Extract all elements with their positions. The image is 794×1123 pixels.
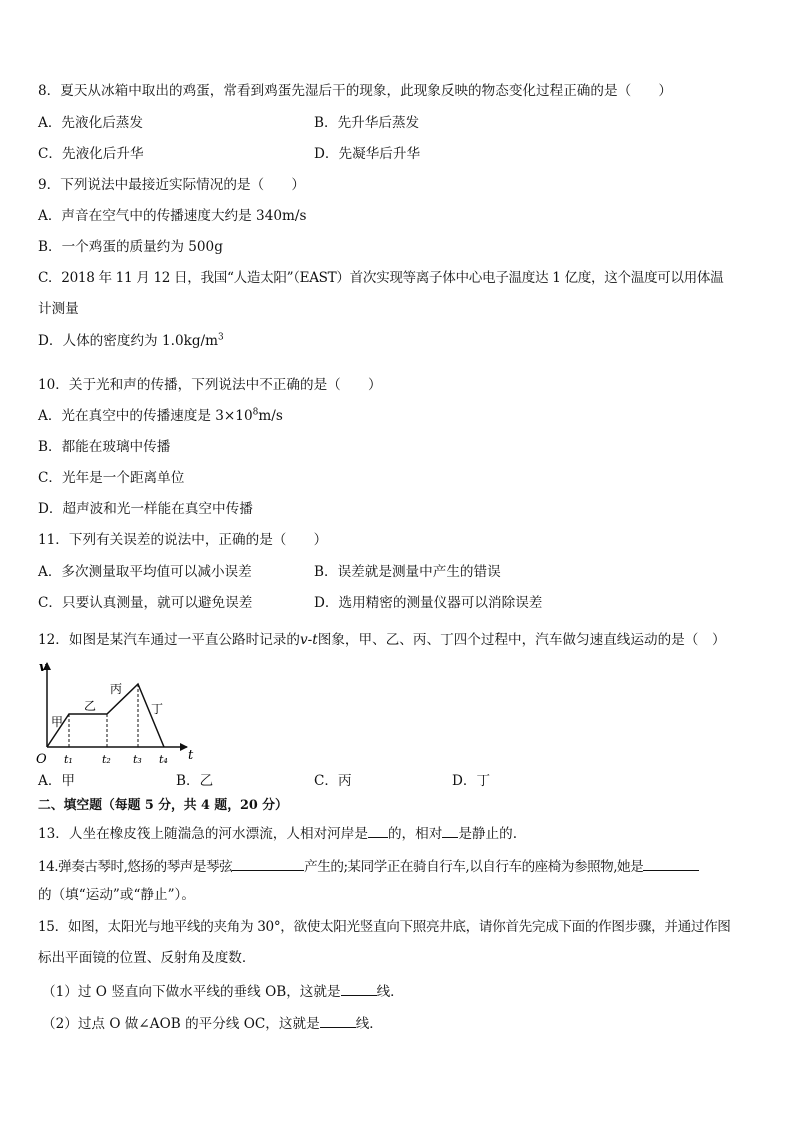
q13-blank-2 <box>442 823 458 838</box>
q15-line1: 15．如图，太阳光与地平线的夹角为 30°，欲使太阳光竖直向下照亮井底，请你首先完成下面的作图步骤，并通过作图 <box>38 919 731 935</box>
q15-step1-post: 线． <box>376 984 404 1000</box>
q10-option-d: D．超声波和光一样能在真空中传播 <box>38 501 253 517</box>
bing-label: 丙 <box>110 682 123 696</box>
q13-blank-1 <box>368 823 388 838</box>
q9-option-d-sup: 3 <box>218 332 224 343</box>
q9-option-c-line1: C．2018 年 11 月 12 日，我国“人造太阳”（EAST）首次实现等离子体中心电子温度达 1 亿度，这个温度可以用体温 <box>38 270 724 286</box>
t2-label: t₂ <box>102 753 111 766</box>
q12-stem-pre: 12．如图是某汽车通过一平直公路时记录的 <box>38 632 300 648</box>
q13-pre: 13．人坐在橡皮筏上随湍急的河水漂流，人相对河岸是 <box>38 826 368 842</box>
v-axis-label: v <box>39 660 47 675</box>
q13-text <box>38 823 517 843</box>
q15-step2-post: 线． <box>355 1016 383 1032</box>
q12-option-c: C．丙 <box>314 773 352 789</box>
q9-option-b: B．一个鸡蛋的质量约为 500g <box>38 239 223 255</box>
yi-label: 乙 <box>84 699 97 713</box>
q12-stem-post: 图象，甲、乙、丙、丁四个过程中，汽车做匀速直线运动的是（ ） <box>317 632 726 648</box>
section-heading: 二、填空题（每题 5 分，共 4 题，20 分） <box>38 798 288 813</box>
jia-label: 甲 <box>51 715 64 729</box>
q12-stem-vt: v-t <box>299 632 318 648</box>
q10-stem: 10．关于光和声的传播，下列说法中不正确的是（ ） <box>38 377 382 393</box>
q11-option-c: C．只要认真测量，就可以避免误差 <box>38 595 253 611</box>
vt-graph <box>30 655 200 770</box>
q8-stem: 8．夏天从冰箱中取出的鸡蛋，常看到鸡蛋先湿后干的现象，此现象反映的物态变化过程正确的是（ ） <box>38 83 672 99</box>
q9-option-a: A．声音在空气中的传播速度大约是 340m/s <box>38 208 307 224</box>
q11-option-a: A．多次测量取平均值可以减小误差 <box>38 564 252 580</box>
q14-blank-1 <box>232 856 304 871</box>
q9-option-d-text: D．人体的密度约为 1.0kg/m <box>38 333 218 349</box>
q14-line1 <box>38 856 699 876</box>
q15-blank-2 <box>320 1013 356 1028</box>
q8-option-b: B．先升华后蒸发 <box>314 115 420 131</box>
q14-mid: 产生的;某同学正在骑自行车,以自行车的座椅为参照物,她是 <box>304 859 644 875</box>
q12-option-d: D．丁 <box>452 773 491 789</box>
q12-option-a: A．甲 <box>38 773 76 789</box>
q11-stem: 11．下列有关误差的说法中，正确的是（ ） <box>38 532 328 548</box>
q15-step1-pre: （1）过 O 竖直向下做水平线的垂线 OB，这就是 <box>42 984 341 1000</box>
q8-option-d: D．先凝华后升华 <box>314 146 421 162</box>
q14-line2: 的（填“运动”或“静止”）。 <box>38 887 195 903</box>
t-axis-label: t <box>188 748 194 763</box>
q14-blank-2 <box>643 856 699 871</box>
q15-step2-pre: （2）过点 O 做∠AOB 的平分线 OC，这就是 <box>42 1016 320 1032</box>
q13-mid: 的，相对 <box>387 826 443 842</box>
q8-option-c: C．先液化后升华 <box>38 146 144 162</box>
q15-blank-1 <box>341 981 377 996</box>
q10-option-a <box>38 407 283 425</box>
q13-post: 是静止的. <box>458 826 518 842</box>
t3-label: t₃ <box>133 753 142 766</box>
t4-label: t₄ <box>159 753 168 766</box>
q11-option-d: D．选用精密的测量仪器可以消除误差 <box>314 595 543 611</box>
q9-stem: 9．下列说法中最接近实际情况的是（ ） <box>38 177 305 193</box>
q12-stem <box>38 631 726 649</box>
q10-option-c: C．光年是一个距离单位 <box>38 470 185 486</box>
vt-curve <box>47 684 164 747</box>
q12-option-b: B．乙 <box>176 773 214 789</box>
q15-line2: 标出平面镜的位置、反射角及度数． <box>38 950 256 966</box>
q10-option-a-post: m/s <box>258 408 283 424</box>
q15-step1 <box>42 981 404 1001</box>
q10-option-a-sup: 8 <box>252 407 259 418</box>
q10-option-a-pre: A．光在真空中的传播速度是 3×10 <box>38 408 253 424</box>
ding-label: 丁 <box>151 702 164 716</box>
q11-option-b: B．误差就是测量中产生的错误 <box>314 564 501 580</box>
q8-option-a: A．先液化后蒸发 <box>38 115 143 131</box>
q10-option-b: B．都能在玻璃中传播 <box>38 439 171 455</box>
q9-option-d <box>38 332 224 350</box>
t1-label: t₁ <box>64 753 73 766</box>
q14-pre: 14.弹奏古琴时,悠扬的琴声是琴弦 <box>38 859 233 875</box>
origin-label: O <box>36 752 47 767</box>
q9-option-c-line2: 计测量 <box>38 301 79 317</box>
q15-step2 <box>42 1013 383 1033</box>
